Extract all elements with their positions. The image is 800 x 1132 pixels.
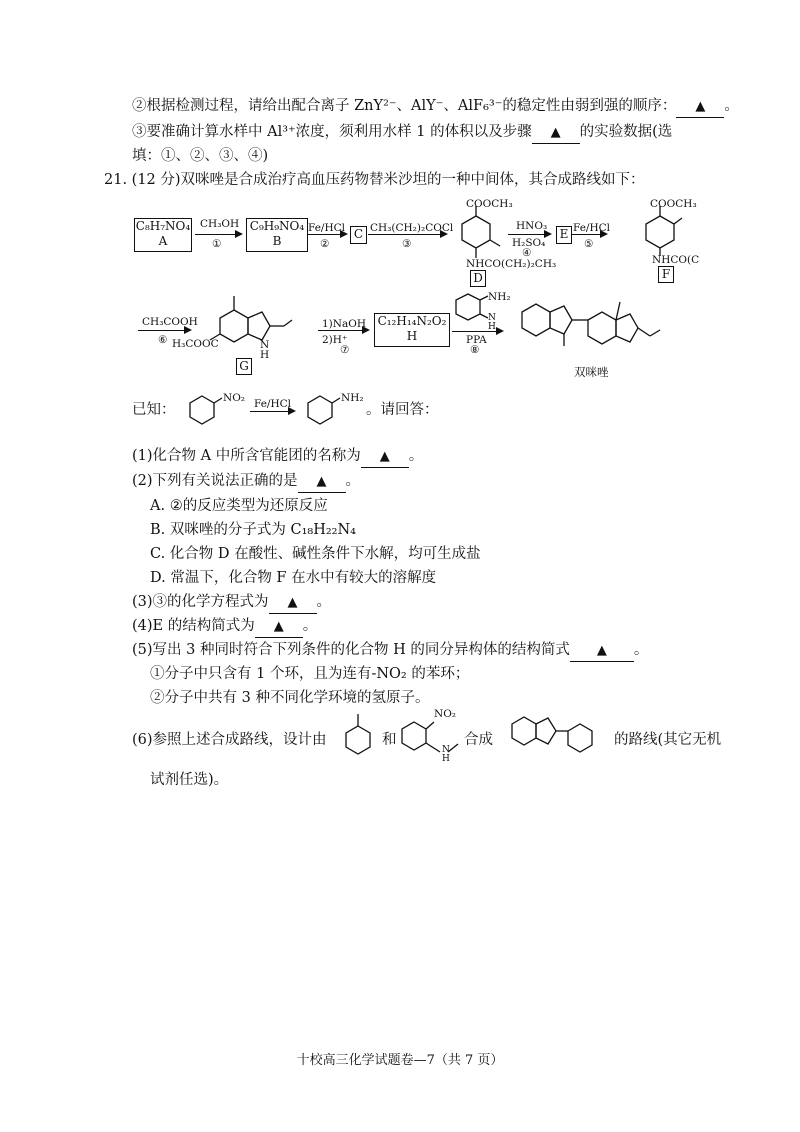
- step5-arrow: [572, 234, 606, 235]
- known-label: 已知：: [132, 402, 176, 418]
- step1-arrow: [195, 234, 241, 235]
- answer-blank[interactable]: ▲: [269, 592, 317, 614]
- compound-C-box: C: [350, 226, 367, 244]
- option-D: D. 常温下，化合物 F 在水中有较大的溶解度: [150, 570, 437, 586]
- G-ester-label: H₃COOC: [172, 338, 219, 350]
- step3-reagent: CH₃(CH₂)₂COCl: [370, 222, 454, 234]
- compound-G-structure: [190, 288, 310, 368]
- q21-part5: (5)写出 3 种同时符合下列条件的化合物 H 的同分异构体的结构简式 ▲ 。: [132, 640, 648, 662]
- option-A: A. ②的反应类型为还原反应: [150, 498, 328, 514]
- option-B: B. 双咪唑的分子式为 C₁₈H₂₂N₄: [150, 522, 356, 538]
- step8-reagent: PPA: [466, 334, 487, 346]
- step8-arrow: [452, 331, 502, 332]
- answer-blank[interactable]: ▲: [570, 640, 634, 662]
- product-label: 双咪唑: [574, 365, 609, 379]
- step4-arrow: [508, 234, 550, 235]
- q21-part3: (3)③的化学方程式为 ▲ 。: [132, 592, 331, 614]
- compound-E-box: E: [556, 226, 572, 244]
- D-ester-label: COOCH₃: [466, 198, 513, 210]
- answer-blank[interactable]: ▲: [255, 616, 303, 638]
- compound-D-box: D: [470, 270, 486, 287]
- answer-blank[interactable]: ▲: [532, 122, 580, 144]
- q20-part3-line: ③要准确计算水样中 Al³⁺浓度，须利用水样 1 的体积以及步骤 ▲ 的实验数据(选: [132, 122, 672, 144]
- page-footer: 十校高三化学试题卷—7（共 7 页）: [296, 1053, 504, 1068]
- q20-part2-text: ②根据检测过程，请给出配合离子 ZnY²⁻、AlY⁻、AlF₆³⁻的稳定性由弱到强的顺序：: [132, 98, 677, 114]
- step6-reagent: CH₃COOH: [142, 316, 198, 328]
- D-amide-label: NHCO(CH₂)₂CH₃: [466, 258, 557, 270]
- step4-reagent-top: HNO₃: [516, 220, 548, 232]
- q21-part1: (1)化合物 A 中所含官能团的名称为 ▲ 。: [132, 446, 423, 468]
- compound-F-box: F: [658, 266, 674, 283]
- q20-part2-line: ②根据检测过程，请给出配合离子 ZnY²⁻、AlY⁻、AlF₆³⁻的稳定性由弱到强的顺序： ▲ 。: [132, 96, 739, 118]
- compound-A-box: C₈H₇NO₄ A: [134, 218, 192, 252]
- compound-G-box: G: [236, 358, 252, 375]
- step2-arrow: [308, 234, 346, 235]
- step3-arrow: [368, 234, 446, 235]
- answer-blank[interactable]: ▲: [361, 446, 409, 468]
- product-bis-benzimidazole-structure: [508, 286, 698, 376]
- known-reagent: Fe/HCl: [254, 398, 292, 410]
- q21-part6-line2: 试剂任选)。: [150, 772, 229, 788]
- step6-arrow: [138, 330, 190, 331]
- q20-part3-line2: 填：①、②、③、④): [132, 148, 269, 164]
- answer-blank[interactable]: ▲: [676, 96, 724, 118]
- q21-part5-condition2: ②分子中共有 3 种不同化学环境的氢原子。: [150, 690, 430, 706]
- compound-H-box: C₁₂H₁₄N₂O₂ H: [374, 313, 450, 347]
- F-ester-label: COOCH₃: [650, 198, 697, 210]
- q20-part3-text: ③要准确计算水样中 Al³⁺浓度，须利用水样 1 的体积以及步骤: [132, 124, 532, 140]
- q21-intro: 21. (12 分)双咪唑是合成治疗高血压药物替米沙坦的一种中间体，其合成路线如下：: [104, 172, 645, 188]
- step7-arrow: [318, 330, 368, 331]
- step2-reagent: Fe/HCl: [308, 222, 346, 234]
- q21-part4: (4)E 的结构简式为 ▲ 。: [132, 616, 317, 638]
- q21-part2: (2)下列有关说法正确的是 ▲ 。: [132, 471, 360, 493]
- option-C: C. 化合物 D 在酸性、碱性条件下水解，均可生成盐: [150, 546, 481, 562]
- compound-B-box: C₉H₉NO₄ B: [246, 218, 308, 252]
- known-arrow: [250, 411, 294, 412]
- 2-phenylbenzimidazole-structure: [494, 706, 614, 766]
- step7-reagent-top: 1)NaOH: [322, 318, 366, 330]
- q21-part5-condition1: ①分子中只含有 1 个环，且为连有-NO₂ 的苯环；: [150, 666, 470, 682]
- step5-reagent: Fe/HCl: [573, 222, 611, 234]
- toluene-structure: [340, 706, 380, 766]
- answer-blank[interactable]: ▲: [298, 471, 346, 493]
- q21-part6-text: (6)参照上述合成路线，设计由: [132, 732, 327, 748]
- F-amide-label: NHCO(C: [652, 254, 700, 266]
- step1-reagent: CH₃OH: [200, 218, 240, 230]
